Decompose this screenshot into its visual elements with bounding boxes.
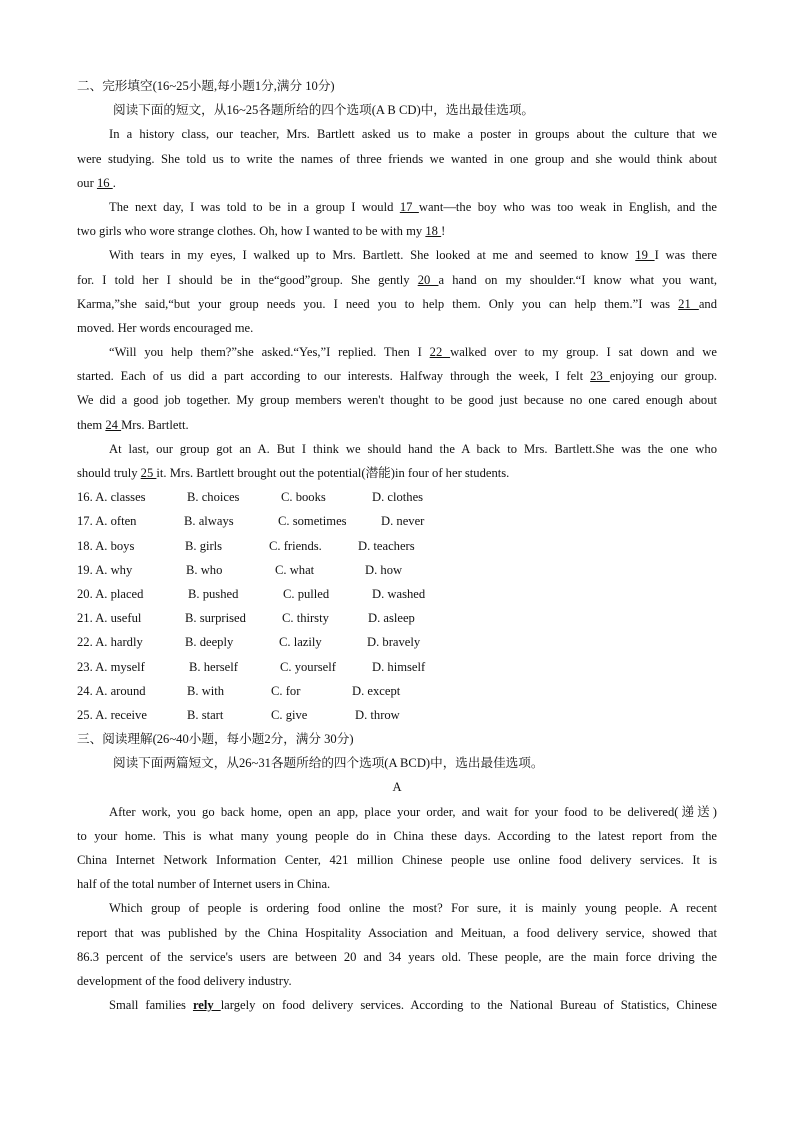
passage-text: ! — [441, 224, 446, 239]
section3-instruction: 阅读下面两篇短文，从26~31各题所给的四个选项(A BCD)中，选出最佳选项。 — [113, 756, 544, 771]
blank-18: 18 — [425, 224, 442, 239]
passage-text: for. I told her I should be in the“good”group. She gently — [77, 272, 418, 287]
option-d: D. how — [365, 562, 403, 577]
option-a: 20. A. placed — [77, 586, 144, 601]
passage-text: Mrs. Bartlett. — [121, 417, 189, 432]
passage-text: and — [698, 296, 717, 311]
option-c: C. thirsty — [282, 611, 329, 626]
option-d: D. clothes — [372, 490, 424, 505]
passage-a-line: half of the total number of Internet users in China. — [77, 877, 331, 892]
option-a: 25. A. receive — [77, 707, 147, 722]
option-b: B. deeply — [185, 635, 234, 650]
options-list — [77, 485, 717, 727]
blank-17: 17 — [399, 199, 419, 214]
passage-text: them — [77, 417, 106, 432]
option-c: C. for — [271, 683, 301, 698]
option-row — [77, 558, 717, 582]
blank-19: 19 — [635, 248, 655, 263]
passage-line — [77, 268, 717, 292]
passage-line: moved. Her words encouraged me. — [77, 320, 254, 335]
passage-line: We did a good job together. My group members weren't thought to be good just because no one cared enough about — [77, 393, 717, 408]
option-c: C. books — [281, 490, 326, 505]
passage-a-line: 86.3 percent of the service's users are between 20 and 34 years old. These people, are the main force driving the — [77, 949, 717, 964]
passage-a-line: Which group of people is ordering food online the most? For sure, it is mainly young people. A recent — [109, 901, 717, 916]
section3-heading: 三、阅读理解(26~40小题，每小题2分，满分 30分) — [77, 732, 354, 747]
option-d: D. washed — [372, 586, 426, 601]
option-row — [77, 534, 717, 558]
option-c: C. lazily — [279, 635, 322, 650]
option-c: C. friends. — [269, 538, 322, 553]
passage-label: A — [392, 780, 402, 795]
passage-line — [77, 364, 717, 388]
option-c: C. sometimes — [278, 514, 347, 529]
passage-text: want—the boy who was too weak in English, and the — [418, 199, 717, 214]
passage-text: enjoying our group. — [609, 369, 717, 384]
passage-line — [77, 243, 717, 267]
passage-line — [77, 292, 717, 316]
option-a: 19. A. why — [77, 562, 133, 577]
option-d: D. himself — [372, 659, 426, 674]
option-b: B. start — [187, 707, 224, 722]
option-a: 24. A. around — [77, 683, 146, 698]
option-b: B. herself — [189, 659, 238, 674]
option-d: D. teachers — [358, 538, 415, 553]
option-row — [77, 582, 717, 606]
passage-a-line: development of the food delivery industry. — [77, 973, 292, 988]
passage-text: Small families — [109, 998, 193, 1013]
passage-a-line: China Internet Network Information Center, 421 million Chinese people use online food delivery services. It is — [77, 853, 717, 867]
option-b: B. who — [186, 562, 223, 577]
blank-25: 25 — [140, 466, 157, 480]
option-a: 22. A. hardly — [77, 635, 143, 650]
passage-a-line — [77, 993, 717, 1017]
exam-page — [77, 74, 717, 1017]
blank-21: 21 — [678, 296, 699, 311]
option-d: D. bravely — [367, 635, 421, 650]
passage-text: The next day, I was told to be in a group I would — [109, 199, 400, 214]
option-b: B. always — [184, 514, 234, 529]
option-a: 18. A. boys — [77, 538, 135, 553]
passage-a-line: report that was published by the China Hospitality Association and Meituan, a food delivery service, showed that — [77, 925, 717, 940]
passage-line: At last, our group got an A. But I think we should hand the A back to Mrs. Bartlett.She was the one who — [109, 441, 717, 456]
blank-22: 22 — [429, 345, 451, 360]
passage-text: largely on food delivery services. According to the National Bureau of Statistics, Chinese — [220, 998, 717, 1013]
passage-text: With tears in my eyes, I walked up to Mrs. Bartlett. She looked at me and seemed to know — [109, 248, 636, 263]
option-row — [77, 655, 717, 679]
option-c: C. give — [271, 707, 308, 722]
option-row — [77, 703, 717, 727]
option-row — [77, 509, 717, 533]
passage-line — [77, 171, 717, 195]
option-b: B. with — [187, 683, 225, 698]
option-c: C. pulled — [283, 586, 330, 601]
passage-text: walked over to my group. I sat down and we — [450, 345, 717, 360]
section2-instruction: 阅读下面的短文，从16~25各题所给的四个选项(A B CD)中，选出最佳选项。 — [113, 103, 535, 118]
option-d: D. except — [352, 683, 401, 698]
option-d: D. asleep — [368, 611, 415, 626]
option-a: 17. A. often — [77, 514, 137, 529]
passage-line — [77, 461, 717, 485]
option-row — [77, 630, 717, 654]
option-row — [77, 606, 717, 630]
passage-line: were studying. She told us to write the names of three friends we wanted in one group and she would think about — [77, 151, 717, 166]
option-c: C. what — [275, 562, 315, 577]
passage-text: “Will you help them?”she asked.“Yes,”I replied. Then I — [109, 345, 430, 360]
option-b: B. pushed — [188, 586, 239, 601]
passage-text: Karma,”she said,“but your group needs you. I need you to help them. Only you can help them.”I was — [77, 296, 679, 311]
passage-line — [77, 413, 717, 437]
passage-a-line: After work, you go back home, open an app, place your order, and wait for your food to be delivered(递送) — [109, 804, 717, 819]
passage-text: our — [77, 175, 97, 190]
option-row — [77, 485, 717, 509]
passage-text: a hand on my shoulder.“I know what you want, — [438, 272, 717, 287]
option-d: D. never — [381, 514, 425, 529]
blank-20: 20 — [417, 272, 439, 287]
passage-text: . — [112, 175, 116, 190]
passage-text: two girls who wore strange clothes. Oh, how I wanted to be with my — [77, 224, 426, 239]
passage-line — [77, 340, 717, 364]
option-d: D. throw — [355, 707, 400, 722]
passage-text: it. Mrs. Bartlett brought out the potential(潜能)in four of her students. — [156, 466, 510, 480]
option-a: 16. A. classes — [77, 490, 146, 505]
section2-heading: 二、完形填空(16~25小题,每小题1分,满分 10分) — [77, 79, 335, 93]
option-c: C. yourself — [280, 659, 336, 674]
option-b: B. surprised — [185, 611, 246, 626]
passage-line: In a history class, our teacher, Mrs. Bartlett asked us to make a poster in groups about the culture that we — [109, 127, 717, 142]
passage-text: should truly — [77, 466, 141, 480]
passage-text: I was there — [654, 248, 717, 263]
option-a: 23. A. myself — [77, 659, 145, 674]
passage-text: started. Each of us did a part according to our interests. Halfway through the week, I felt — [77, 369, 591, 384]
option-b: B. girls — [185, 538, 223, 553]
blank-24: 24 — [105, 417, 122, 432]
blank-16: 16 — [96, 175, 113, 190]
option-row — [77, 679, 717, 703]
option-b: B. choices — [187, 490, 240, 505]
keyword-rely: rely — [192, 998, 221, 1013]
option-a: 21. A. useful — [77, 611, 142, 626]
passage-line — [77, 195, 717, 219]
passage-a-line: to your home. This is what many young people do in China these days. According to the latest report from the — [77, 828, 717, 843]
blank-23: 23 — [590, 369, 610, 384]
passage-line — [77, 219, 717, 243]
